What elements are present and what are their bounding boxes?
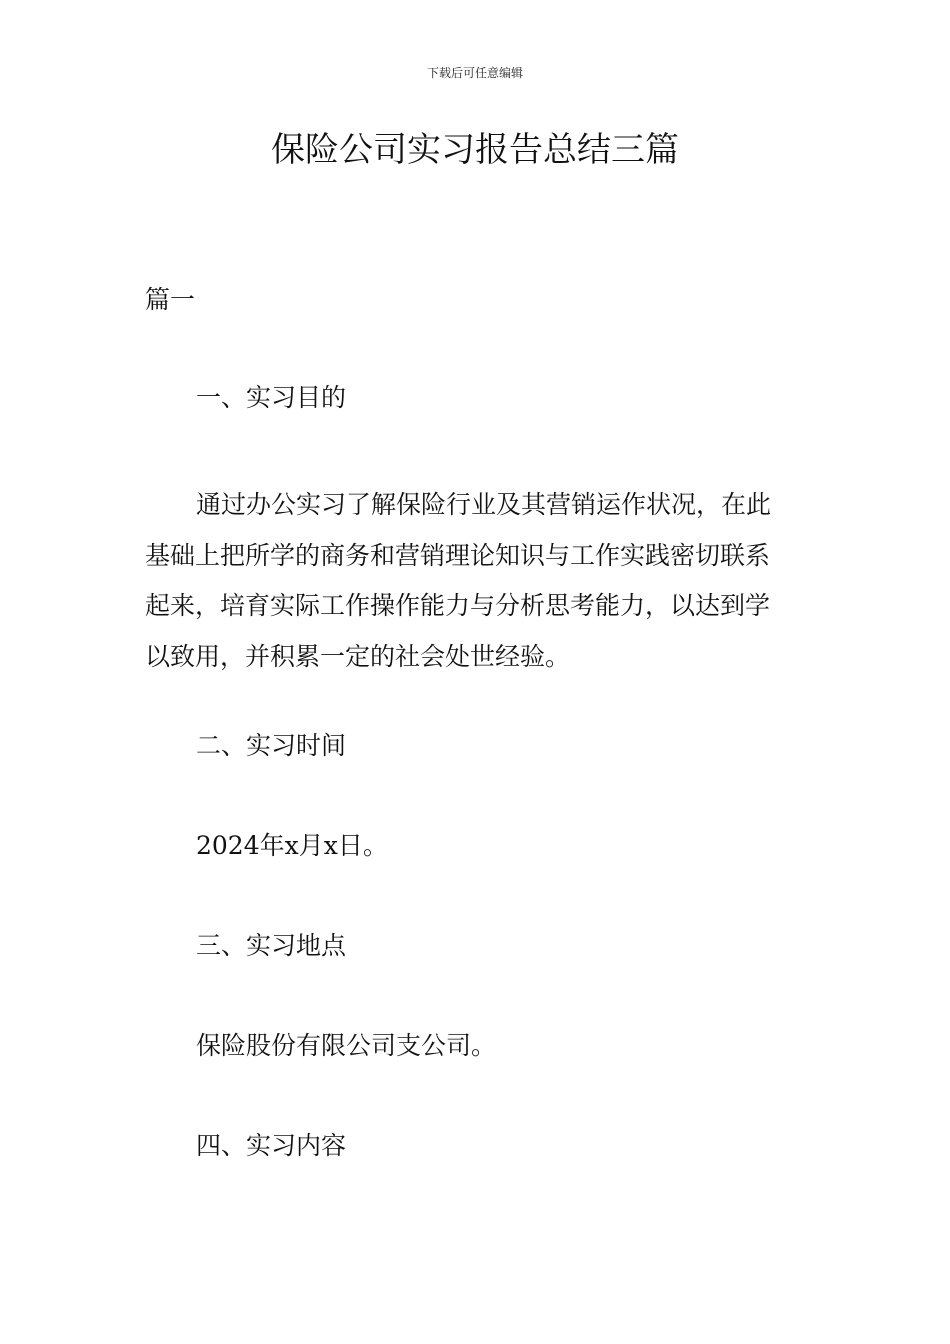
purpose-line-1: 通过办公实习了解保险行业及其营销运作状况，在此 [196,490,772,519]
purpose-line-3: 起来，培育实际工作操作能力与分析思考能力，以达到学 [145,591,771,620]
time-text: 2024年x月x日。 [196,831,388,860]
place-heading: 三、实习地点 [196,931,347,960]
time-heading: 二、实习时间 [196,731,347,760]
document-title: 保险公司实习报告总结三篇 [271,130,679,170]
purpose-line-4: 以致用，并积累一定的社会处世经验。 [145,641,571,671]
content-heading: 四、实习内容 [196,1131,347,1160]
section-label: 篇一 [145,285,196,314]
purpose-heading: 一、实习目的 [196,383,347,412]
purpose-line-2: 基础上把所学的商务和营销理论知识与工作实践密切联系 [145,540,771,570]
header-note: 下载后可任意编辑 [426,66,523,80]
purpose-paragraph [145,480,810,682]
place-text: 保险股份有限公司支公司。 [196,1031,497,1060]
